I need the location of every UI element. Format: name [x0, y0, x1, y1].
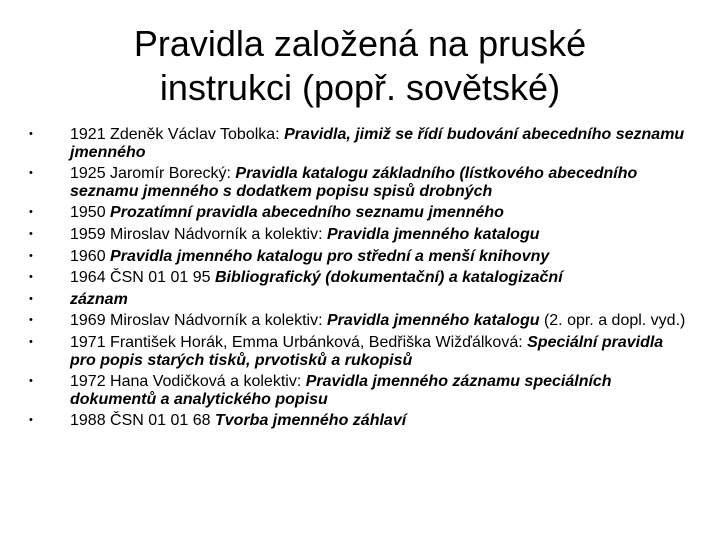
list-item	[28, 165, 688, 200]
item-title-text: Pravidla jmenného záznamu speciálních dokumentů a analytického popisu	[70, 373, 612, 408]
item-plain-text: 1925 Jaromír Borecký:	[70, 165, 236, 183]
bullet-icon: •	[29, 314, 33, 327]
slide-title-line-2: instrukci (popř. sovětské)	[159, 67, 561, 108]
item-plain-text: 1960	[70, 247, 111, 265]
bullet-icon: •	[29, 249, 33, 262]
list-item	[28, 312, 688, 330]
item-title-text: Pravidla katalogu základního (lístkového abecedního seznamu jmenného s dodatkem popisu spisů drobných	[70, 165, 638, 200]
item-title-text: záznam	[70, 290, 128, 308]
list-item	[28, 204, 688, 222]
bullet-icon: •	[29, 128, 33, 140]
list-item	[28, 412, 688, 430]
list-item	[28, 269, 688, 287]
item-plain-text: 1988 ČSN 01 01 68	[70, 412, 215, 430]
bullet-list	[28, 126, 688, 434]
bullet-icon: •	[29, 271, 33, 284]
item-plain-text: 1964 ČSN 01 01 95	[70, 269, 215, 287]
list-item	[28, 334, 688, 369]
item-plain-text: 1950	[70, 204, 111, 222]
bullet-icon: •	[29, 335, 33, 348]
item-title-text: Pravidla jmenného katalogu	[327, 225, 540, 243]
slide-title-line-1: Pravidla založená na pruské	[133, 23, 587, 64]
item-plain-text: 1971 František Horák, Emma Urbánková, Bedřiška Wižďálková:	[70, 333, 528, 351]
item-title-text: Tvorba jmenného záhlaví	[215, 412, 407, 430]
item-trailing-text: (2. opr. a dopl. vyd.)	[539, 312, 686, 330]
item-title-text: Pravidla, jimiž se řídí budování abecedního seznamu jmenného	[70, 126, 685, 161]
item-title-text: Pravidla jmenného katalogu pro střední a menší knihovny	[110, 247, 550, 265]
bullet-icon: •	[29, 292, 33, 305]
item-title-text: Pravidla jmenného katalogu	[327, 312, 540, 330]
list-item	[28, 248, 688, 266]
bullet-icon: •	[29, 414, 33, 427]
list-item	[28, 226, 688, 244]
list-item	[28, 373, 688, 408]
bullet-icon: •	[29, 167, 33, 180]
list-item	[28, 126, 688, 161]
item-title-text: Speciální pravidla pro popis starých tisků, prvotisků a rukopisů	[70, 333, 664, 369]
item-title-text: Bibliografický (dokumentační) a katalogizační	[215, 269, 563, 287]
item-plain-text: 1972 Hana Vodičková a kolektiv:	[70, 373, 306, 391]
bullet-icon: •	[29, 227, 33, 240]
item-plain-text: 1959 Miroslav Nádvorník a kolektiv:	[70, 225, 327, 243]
bullet-icon: •	[29, 206, 33, 219]
list-item	[28, 291, 688, 309]
item-title-text: Prozatímní pravidla abecedního seznamu jmenného	[110, 204, 504, 222]
slide-title	[60, 22, 660, 110]
item-plain-text: 1921 Zdeněk Václav Tobolka:	[70, 126, 285, 143]
item-plain-text: 1969 Miroslav Nádvorník a kolektiv:	[70, 312, 327, 330]
bullet-icon: •	[29, 375, 33, 388]
